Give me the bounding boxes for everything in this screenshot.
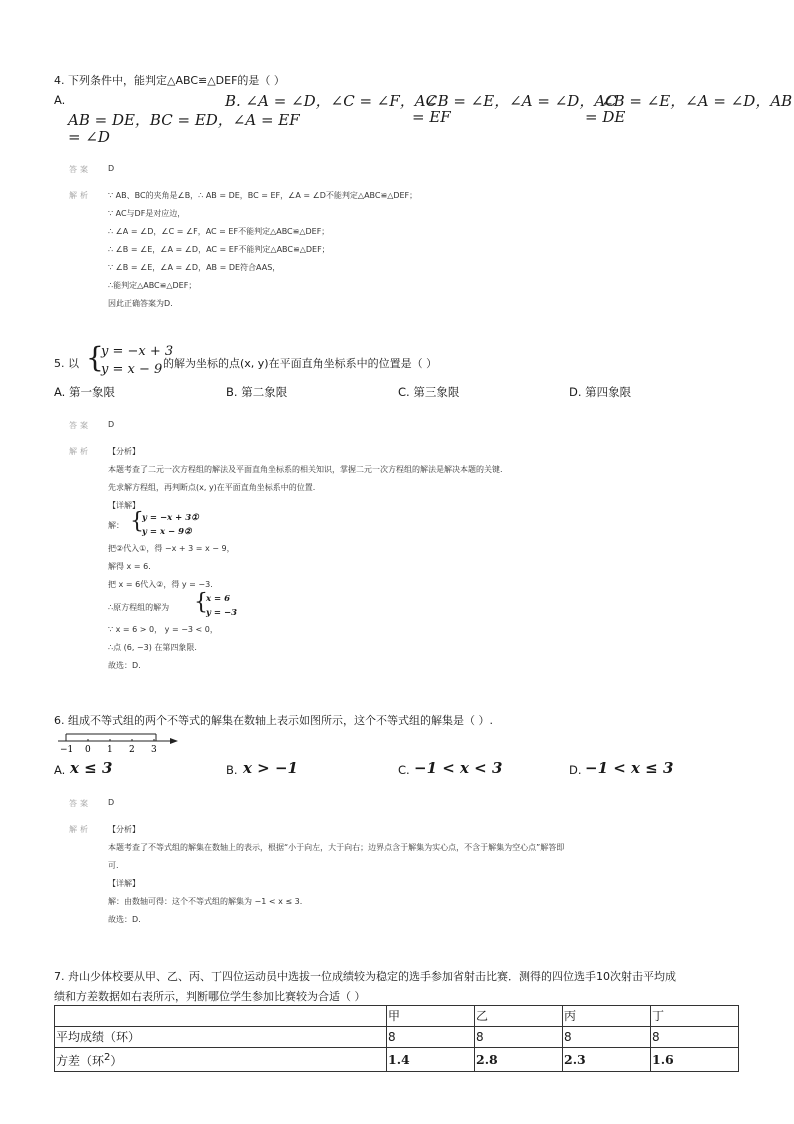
q4-solution-line: ∵ ∠B = ∠E，∠A = ∠D，AB = DE符合AAS，: [108, 263, 281, 272]
number-line-tick-label: 2: [129, 745, 135, 754]
table-cell: 2.8: [475, 1048, 563, 1072]
q5-analysis-label: 解析: [69, 447, 91, 456]
table-row: [55, 1048, 739, 1072]
q5-option-d[interactable]: D. 第四象限: [569, 385, 632, 399]
q7-score-table: [54, 1005, 739, 1072]
q5-option-b[interactable]: B. 第二象限: [226, 385, 288, 399]
q5-stem-prefix: 5. 以: [54, 357, 79, 370]
q4-option-c-line1[interactable]: ∠B = ∠E，∠A = ∠D，AC: [425, 92, 617, 110]
table-header-cell: 乙: [475, 1006, 563, 1027]
q5-system-eq1: y = −x + 3: [101, 344, 174, 359]
q6-option-c[interactable]: −1 < x < 3: [414, 759, 503, 777]
q6-answer-label: 答案: [69, 799, 91, 808]
table-cell: 2.3: [563, 1048, 651, 1072]
table-cell: 1.6: [651, 1048, 739, 1072]
q4-analysis-label: 解析: [69, 191, 91, 200]
q4-option-a-label[interactable]: A.: [54, 93, 66, 107]
table-row: [55, 1006, 739, 1027]
q5-solution-line: ∴原方程组的解为: [108, 603, 170, 612]
q5-answer: D: [108, 420, 115, 429]
table-header-cell: 甲: [387, 1006, 475, 1027]
table-cell: 8: [475, 1027, 563, 1048]
table-cell: 8: [387, 1027, 475, 1048]
q6-stem: 6. 组成不等式组的两个不等式的解集在数轴上表示如图所示，这个不等式组的解集是（ ）.: [54, 714, 493, 727]
q4-option-b[interactable]: B. ∠A = ∠D，∠C = ∠F，AC: [225, 92, 438, 110]
q6-option-d[interactable]: −1 < x ≤ 3: [585, 759, 674, 777]
q5-solution-brace: {: [130, 509, 144, 534]
q5-solution-line: 把 x = 6代入②，得 y = −3.: [108, 580, 213, 589]
table-row: [55, 1027, 739, 1048]
table-row-label: 平均成绩（环）: [55, 1027, 387, 1048]
q6-option-c-label[interactable]: C.: [398, 763, 410, 777]
q5-solution-x: x = 6: [206, 594, 231, 604]
q6-solution-xiangjie: 【详解】: [108, 879, 140, 888]
q4-option-a-line1[interactable]: AB = DE，BC = ED，∠A = EF: [68, 111, 300, 129]
q4-solution-line: ∴能判定△ABC≌△DEF；: [108, 281, 197, 290]
table-row-label: [55, 1048, 387, 1072]
variance-label: 方差（环: [56, 1054, 105, 1068]
q5-solution-brace-2: {: [194, 590, 208, 615]
q4-answer-label: 答案: [69, 165, 91, 174]
q5-solution-eq2: y = x − 9②: [142, 527, 192, 537]
q4-answer: D: [108, 164, 115, 173]
q6-option-d-label[interactable]: D.: [569, 763, 582, 777]
q5-solution-line: ∵ x = 6 > 0， y = −3 < 0，: [108, 625, 218, 634]
q6-solution-line: 本题考查了不等式组的解集在数轴上的表示，根据“小于向左，大于向右；边界点含于解集为实心点，不含于解集为空心点”解答即: [108, 843, 565, 852]
q4-stem: 4. 下列条件中，能判定△ABC≌△DEF的是（ ）: [54, 74, 285, 87]
table-cell: 8: [651, 1027, 739, 1048]
number-line-tick-label: −1: [60, 745, 74, 754]
number-line-tick-label: 0: [85, 745, 91, 754]
table-cell: 8: [563, 1027, 651, 1048]
number-line-tick-label: 1: [107, 745, 113, 754]
table-header-cell: 丙: [563, 1006, 651, 1027]
q5-solution-line: 本题考查了二元一次方程组的解法及平面直角坐标系的相关知识，掌握二元一次方程组的解法是解决本题的关键.: [108, 465, 503, 474]
variance-exponent: 2: [104, 1052, 111, 1063]
q5-answer-label: 答案: [69, 421, 91, 430]
q4-solution-line: ∵ AC与DF是对应边，: [108, 209, 186, 218]
variance-label-close: ）: [110, 1054, 123, 1068]
q5-solution-xiangjie: 【详解】: [108, 501, 140, 510]
number-line-arrow: [170, 738, 178, 744]
q6-option-b[interactable]: x > −1: [243, 759, 298, 777]
q5-option-c[interactable]: C. 第三象限: [398, 385, 460, 399]
table-header-cell: 丁: [651, 1006, 739, 1027]
table-cell: 1.4: [387, 1048, 475, 1072]
q5-solution-y: y = −3: [206, 608, 238, 618]
q6-solution-line: 可.: [108, 861, 119, 870]
q5-stem-suffix: 的解为坐标的点(x, y)在平面直角坐标系中的位置是（ ）: [163, 357, 438, 370]
q4-solution-line: ∴ ∠B = ∠E，∠A = ∠D，AC = EF不能判定△ABC≌△DEF；: [108, 245, 330, 254]
q4-solution-line: 因此正确答案为D.: [108, 299, 173, 308]
q5-option-a[interactable]: A. 第一象限: [54, 385, 115, 399]
q4-solution-line: ∵ AB、BC的夹角是∠B，∴ AB = DE，BC = EF，∠A = ∠D不能判定△ABC≌△DEF；: [108, 191, 418, 200]
q6-answer: D: [108, 798, 115, 807]
table-header-cell: [55, 1006, 387, 1027]
q5-solution-line: 解得 x = 6.: [108, 562, 151, 571]
q5-solution-fenxi: 【分析】: [108, 447, 140, 456]
q6-solution-line: 解：由数轴可得：这个不等式组的解集为 −1 < x ≤ 3.: [108, 897, 303, 906]
q5-solution-line: ∴点 (6, −3) 在第四象限.: [108, 643, 197, 652]
q4-solution-line: ∴ ∠A = ∠D，∠C = ∠F，AC = EF不能判定△ABC≌△DEF；: [108, 227, 330, 236]
q6-option-a-label[interactable]: A.: [54, 763, 66, 777]
q4-option-d-line2[interactable]: = DE: [585, 108, 626, 126]
q6-option-a[interactable]: x ≤ 3: [70, 759, 113, 777]
number-line-tick-label: 3: [151, 745, 157, 754]
q7-stem-line1: 7. 舟山少体校要从甲、乙、丙、丁四位运动员中选拔一位成绩较为稳定的选手参加省射击比赛．测得的四位选手10次射击平均成: [54, 970, 676, 983]
q4-option-d-line1[interactable]: ∠B = ∠E，∠A = ∠D，AB: [601, 92, 793, 110]
q5-solution-jie: 解：: [108, 521, 124, 530]
q5-system-brace: {: [86, 341, 104, 374]
q7-stem-line2: 绩和方差数据如右表所示，判断哪位学生参加比赛较为合适（ ）: [54, 990, 366, 1003]
q6-solution-fenxi: 【分析】: [108, 825, 140, 834]
q4-option-c-line2[interactable]: = EF: [412, 108, 451, 126]
q5-solution-eq1: y = −x + 3①: [142, 513, 199, 523]
q5-solution-line: 把②代入①，得 −x + 3 = x − 9，: [108, 544, 235, 553]
q5-solution-line: 先求解方程组，再判断点(x, y)在平面直角坐标系中的位置.: [108, 483, 316, 492]
q4-option-a-line2[interactable]: = ∠D: [68, 128, 110, 146]
q6-solution-line: 故选：D.: [108, 915, 141, 924]
q6-analysis-label: 解析: [69, 825, 91, 834]
q6-option-b-label[interactable]: B.: [226, 763, 238, 777]
q5-system-eq2: y = x − 9: [101, 362, 163, 377]
q5-solution-line: 故选：D.: [108, 661, 141, 670]
q6-number-line: [54, 730, 184, 754]
